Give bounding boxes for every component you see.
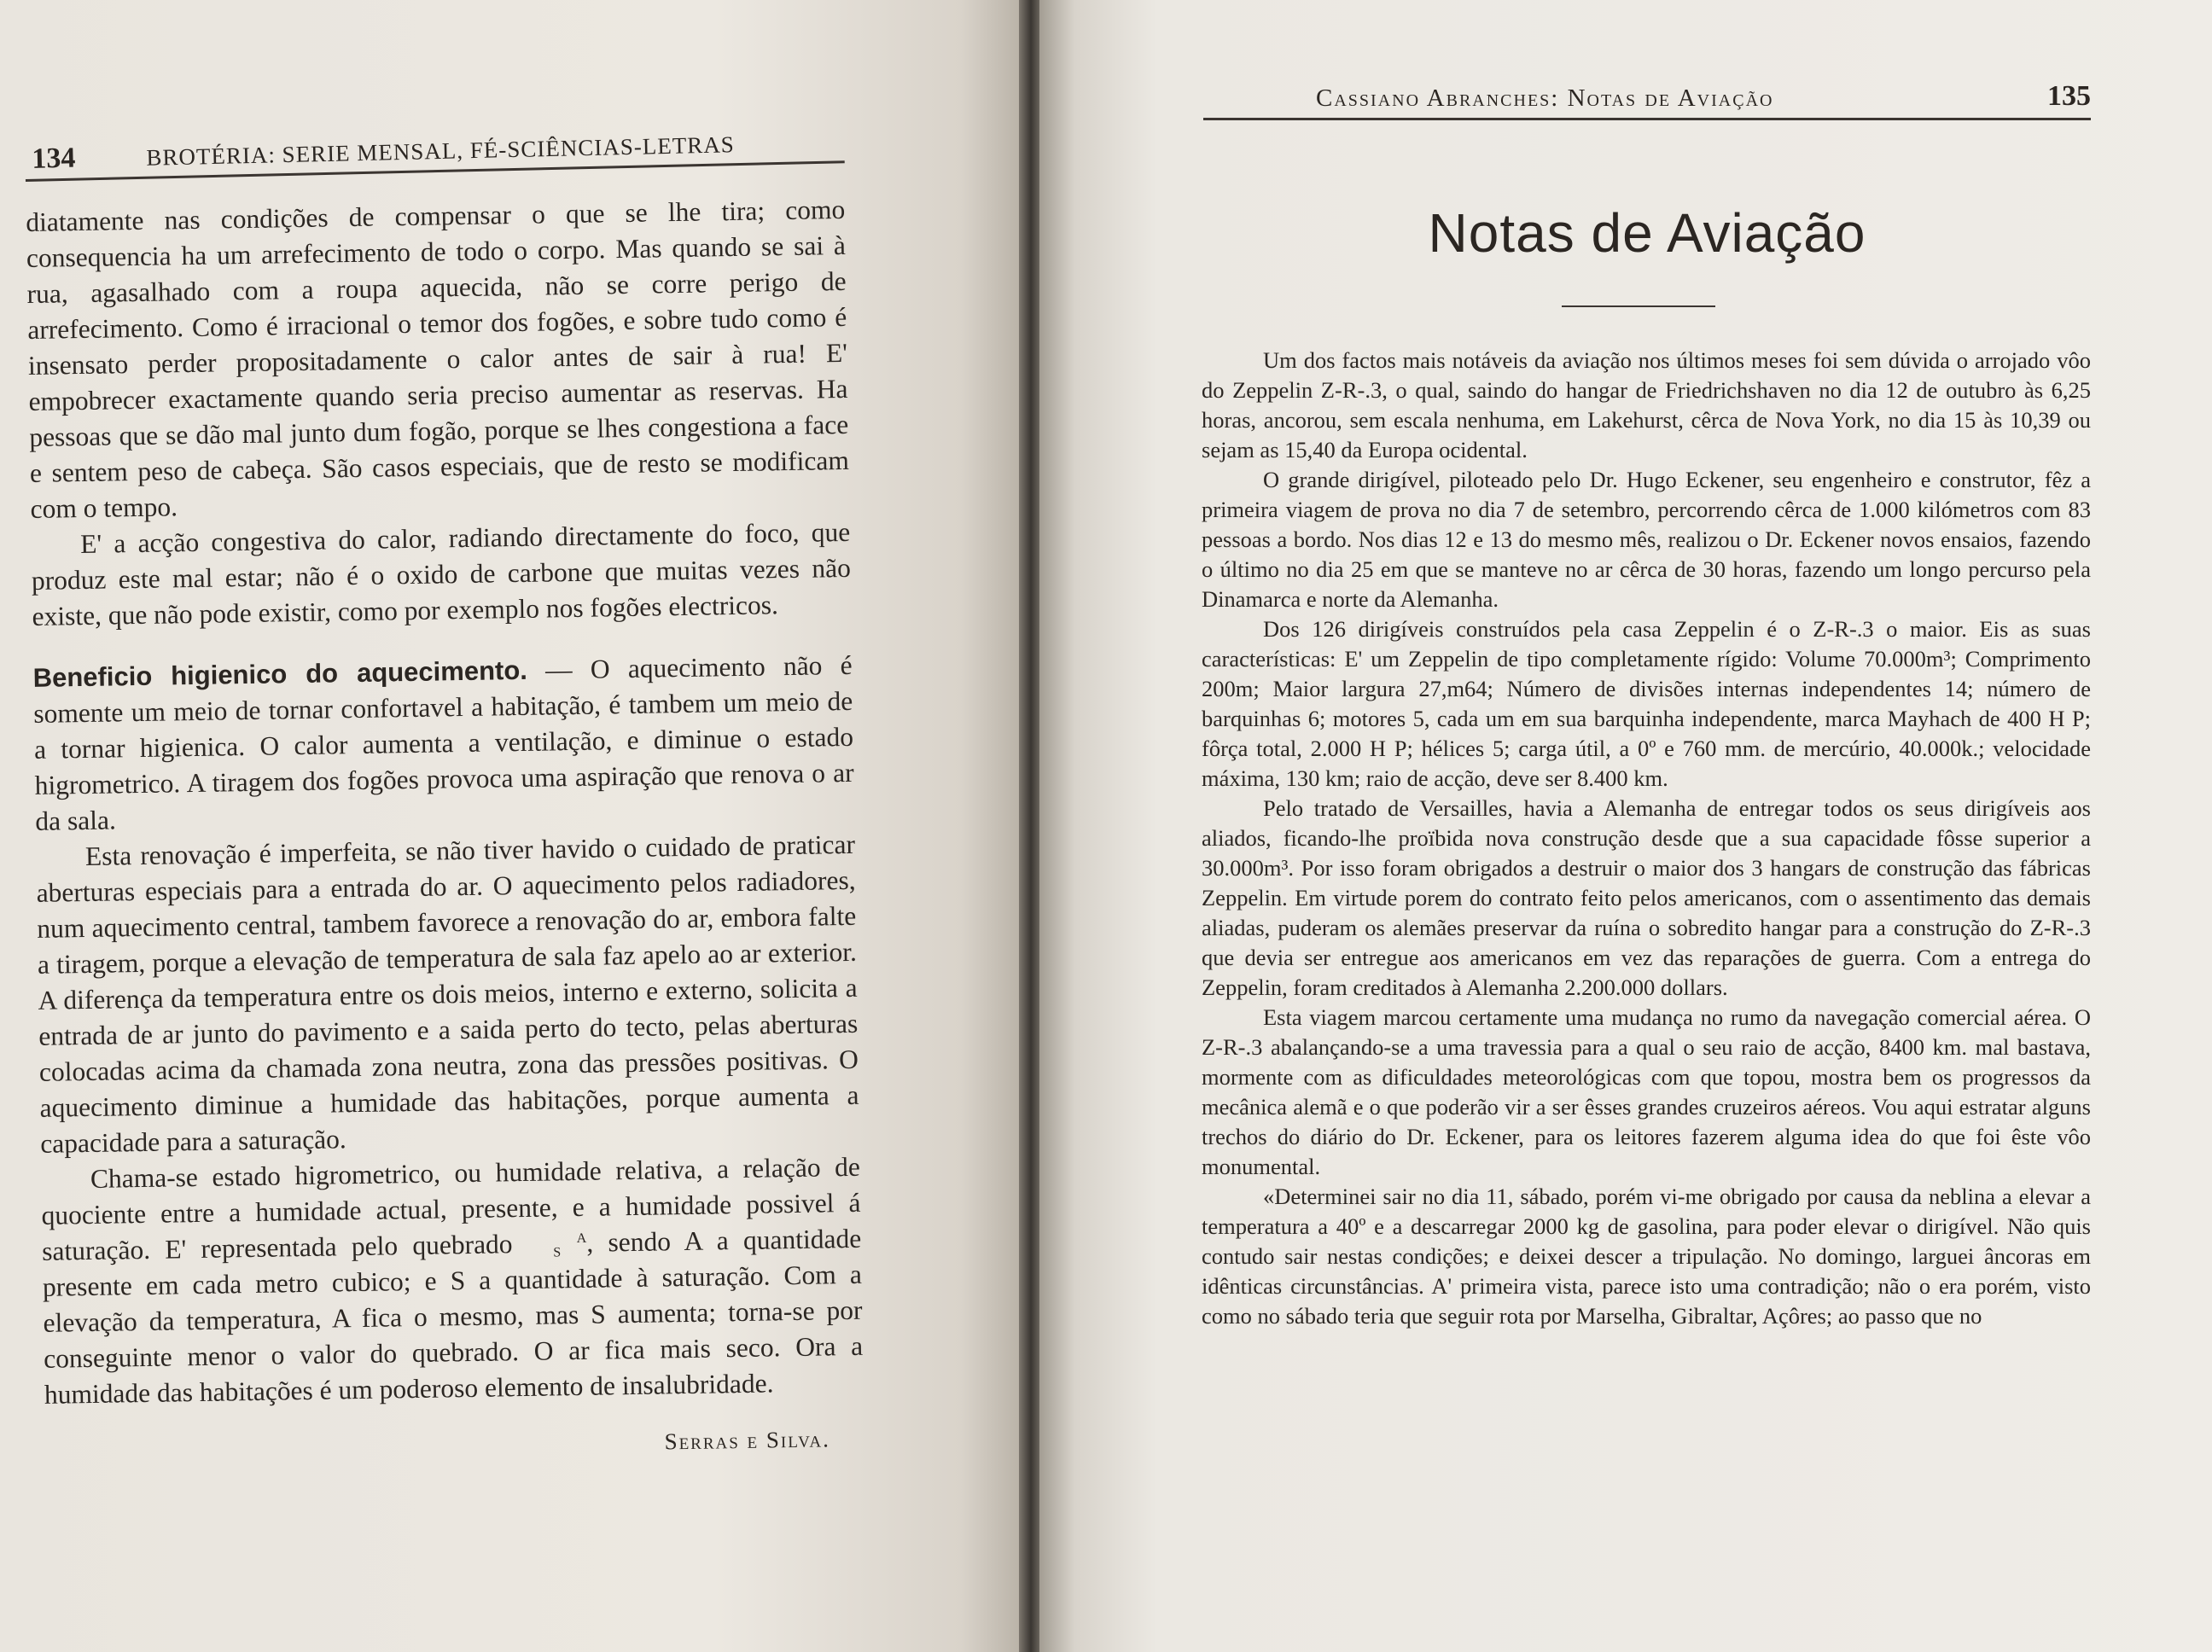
article-title: Notas de Aviação: [1428, 202, 1866, 264]
right-page-header: [1203, 67, 2091, 120]
left-running-head: BROTÉRIA: SERIE MENSAL, FÉ-SCIÊNCIAS-LETRAS: [146, 131, 736, 171]
right-paragraph-6: «Determinei sair no dia 11, sábado, porém vi-me obrigado por causa da neblina a elevar a temperatura a 40º e a descarregar 2000 kg de gasolina, para poder elevar o dirigível. Não quis contudo sair nestas condições; e deixei descer a tripulação. No domingo, larguei âncoras em idênticas circunstâncias. A' primeira vista, parece isto uma contradição; não o era porém, visto como no sábado teria que seguir rota por Marselha, Gibraltar, Açôres; ao passo que no: [1202, 1184, 2091, 1329]
fraction-a-over-s: A S: [553, 1230, 587, 1260]
author-signature: Serras e Silva.: [664, 1426, 831, 1455]
section-paragraph-3: [41, 1149, 864, 1413]
right-running-head: Cassiano Abranches: Notas de Aviação: [1316, 84, 1774, 112]
section-paragraph-2: Esta renovação é imperfeita, se não tiver havido o cuidado de praticar aberturas especiais para a entrada do ar. O aquecimento pelos radiadores, num aquecimento central, tambem favorece a renovação do ar, embora falte a tiragem, porque a elevação de temperatura de sala faz apelo ao ar exterior. A diferença da temperatura entre os dois meios, interno e externo, solicita a entrada de ar junto do pavimento e a saida perto do tecto, pelas aberturas colocadas acima da chamada zona neutra, zona das pressões positivas. O aquecimento diminue a humidade das habitações, porque aumenta a capacidade para a saturação.: [36, 829, 859, 1159]
right-paragraph-2: O grande dirigível, piloteado pelo Dr. Hugo Eckener, seu engenheiro e construtor, fêz a primeira viagem de prova no dia 7 de setembro, percorrendo cêrca de 1.000 kilómetros com 83 pessoas a bordo. Nos dias 12 e 13 do mesmo mês, realizou o Dr. Eckener novos ensaios, fazendo o último no dia 25 em que se manteve no ar cêrca de 30 horas, fazendo um longo percurso pela Dinamarca e norte da Alemanha.: [1202, 467, 2091, 612]
right-paragraph-5: Esta viagem marcou certamente uma mudança no rumo da navegação comercial aérea. O Z-R-.3 abalançando-se a uma travessia para a qual o seu raio de acção, 8400 km. mal bastava, mormente com as dificuldades meteorológicas com que topou, mostra bem os progressos da mecânica alemã e o que poderão vir a ser êsses grandes cruzeiros aéreos. Vou aqui estratar alguns trechos do diário do Dr. Eckener, para os leitores fazerem alguma idea do que foi êste vôo monumental.: [1202, 1004, 2091, 1179]
fraction-lead-text: Chama-se estado higrometrico, ou humidade relativa, a relação de quociente entre a humidade actual, presente, e a humidade possivel á saturação. E' representada pelo quebrado: [41, 1151, 861, 1266]
left-paragraph-2: E' a acção congestiva do calor, radiando directamente do foco, que produz este mal estar; não é o oxido de carbone que muitas vezes não existe, que não pode existir, como por exemplo nos fogões electricos.: [31, 516, 852, 631]
left-page-body: [26, 192, 864, 1469]
right-paragraph-1: Um dos factos mais notáveis da aviação nos últimos meses foi sem dúvida o arrojado vôo do Zeppelin Z-R-.3, o qual, saindo do hangar de Friedrichshaven no dia 12 de outubro às 6,25 horas, ancorou, sem escala nenhuma, em Lakehurst, cêrca de Nova York, no dia 15 às 10,39 ou sejam as 15,40 da Europa ocidental.: [1202, 347, 2091, 462]
right-page-body: [1202, 346, 2091, 1331]
right-page-number: 135: [2047, 80, 2091, 112]
section-heading: Beneficio higienico do aquecimento.: [32, 654, 528, 693]
right-paragraph-3: Dos 126 dirigíveis construídos pela casa Zeppelin é o Z-R-.3 o maior. Eis as suas características: E' um Zeppelin de tipo completamente rígido: Volume 70.000m³; Comprimento 200m; Maior largura 27,m64; Número de divisões internas independentes 14; número de barquinhas 6; motores 5, cada um em sua barquinha independente, marca Mayhach de 400 H P; fôrça total, 2.000 H P; hélices 5; carga útil, a 0º e 760 mm. de mercúrio, 40.000k.; velocidade máxima, 130 km; raio de acção, deve ser 8.400 km.: [1202, 616, 2091, 791]
left-paragraph-1: diatamente nas condições de compensar o que se lhe tira; como consequencia ha um arrefecimento de todo o corpo. Mas quando se sai à rua, agasalhado com a roupa aquecida, não se corre perigo de arrefecimento. Como é irracional o temor dos fogões, e sobre tudo como é insensato perder propositadamente o calor antes de sair à rua! E' empobrecer exactamente quando seria preciso aumentar as reservas. Ha pessoas que se dão mal junto dum fogão, porque se lhes congestiona a face e sentem peso de cabeça. São casos especiais, que de resto se modificam com o tempo.: [26, 194, 850, 524]
section-paragraph-1-text: — O aquecimento não é somente um meio de tornar confortavel a habitação, é tambem um meio de a tornar higienica. O calor aumenta a ventilação, e diminue o estado higrometrico. A tiragem dos fogões provoca uma aspiração que renova o ar da sala.: [33, 649, 854, 836]
right-paragraph-4: Pelo tratado de Versailles, havia a Alemanha de entregar todos os seus dirigíveis aos aliados, ficando-lhe proïbida nova construção desde que a sua capacidade fôsse superior a 30.000m³. Por isso foram obrigados a destruir o maior dos 3 hangars de construção das fábricas Zeppelin. Em virtude porem do contrato feito pelos americanos, com o assentimento das demais aliadas, puderam os alemães preservar da ruína o sobredito hangar para a construção do Z-R-.3 que devia ser entregue aos americanos em vez das reparações de guerra. Com a entrega do Zeppelin, foram creditados à Alemanha 2.200.000 dollars.: [1202, 795, 2091, 1000]
title-rule: [1562, 305, 1715, 307]
fraction-tail-text: , sendo A a quantidade presente em cada metro cubico; e S a quantidade à saturação. Com a elevação da temperatura, A fica o mesmo, mas S aumenta; torna-se por conseguinte menor o valor do quebrado. O ar fica mais seco. Ora a humidade das habitações é um poderoso elemento de insalubridade.: [42, 1223, 864, 1410]
left-page-number: 134: [31, 142, 76, 175]
